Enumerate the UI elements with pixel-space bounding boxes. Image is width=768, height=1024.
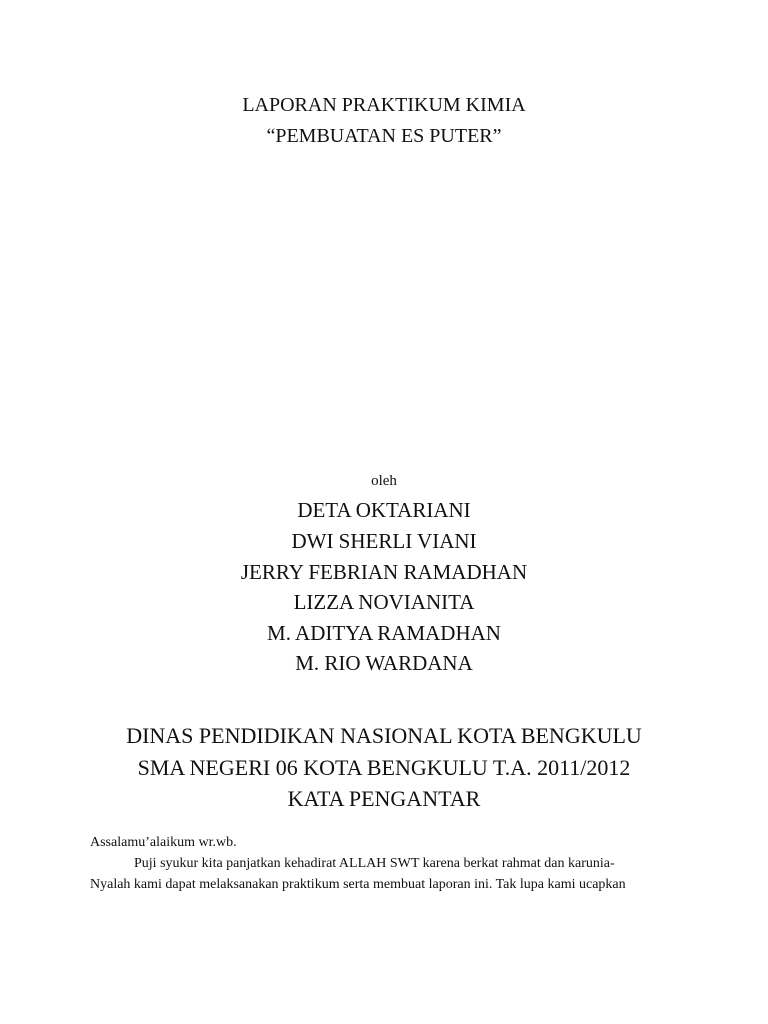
report-title-line2: “PEMBUATAN ES PUTER” — [266, 125, 502, 147]
greeting-text: Assalamu’alaikum wr.wb. — [90, 835, 237, 850]
paragraph-line2: Nyalah kami dapat melaksanakan praktikum serta membuat laporan ini. Tak lupa kami ucapkan — [90, 877, 626, 892]
author-name: DETA OKTARIANI — [297, 498, 471, 522]
author-name: JERRY FEBRIAN RAMADHAN — [240, 560, 528, 584]
author-name: M. RIO WARDANA — [295, 651, 473, 675]
foreword-heading: KATA PENGANTAR — [287, 786, 481, 811]
by-label: oleh — [371, 473, 397, 489]
author-name: DWI SHERLI VIANI — [291, 529, 477, 553]
paragraph-line1: Puji syukur kita panjatkan kehadirat ALLAH SWT karena berkat rahmat dan karunia- — [134, 856, 615, 871]
report-title-line1: LAPORAN PRAKTIKUM KIMIA — [242, 94, 526, 116]
author-name: LIZZA NOVIANITA — [293, 590, 475, 614]
institution-line1: DINAS PENDIDIKAN NASIONAL KOTA BENGKULU — [126, 723, 642, 748]
institution-line2: SMA NEGERI 06 KOTA BENGKULU T.A. 2011/2012 — [137, 755, 631, 780]
author-name: M. ADITYA RAMADHAN — [267, 621, 501, 645]
